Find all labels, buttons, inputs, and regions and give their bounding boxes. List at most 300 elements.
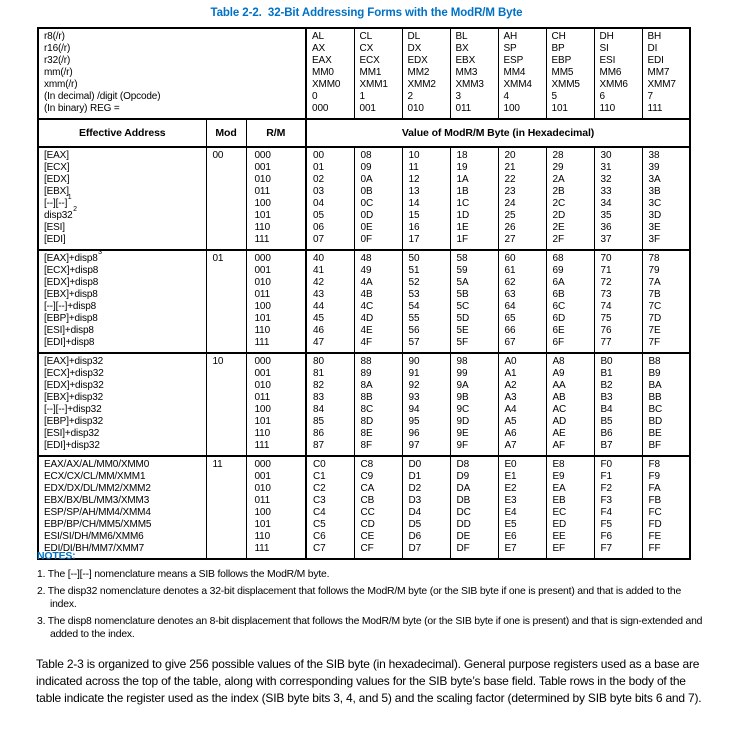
hex-value: AE <box>552 428 566 439</box>
hex-value: 50 <box>408 253 420 264</box>
hex-value: E1 <box>504 471 517 482</box>
register-line: XMM1 <box>359 79 388 90</box>
hex-value: 22 <box>504 174 516 185</box>
hex-value: CC <box>360 507 375 518</box>
register-header-left <box>38 28 306 119</box>
rm-value: 001 <box>254 265 271 276</box>
mod-block-row <box>38 147 690 250</box>
hex-value: 42 <box>313 277 324 288</box>
register-line: 001 <box>359 103 376 114</box>
register-line: CH <box>551 31 566 42</box>
hex-value: 80 <box>313 356 324 367</box>
hex-value: 0C <box>360 198 374 209</box>
register-line: CX <box>359 43 374 54</box>
register-line: ESP <box>503 55 524 66</box>
hex-value: BE <box>648 428 662 439</box>
hex-value: 5D <box>456 313 470 324</box>
hex-value: 2B <box>552 186 565 197</box>
register-line: XMM6 <box>599 79 628 90</box>
hex-value: 84 <box>313 404 324 415</box>
hex-value: 78 <box>648 253 660 264</box>
hex-value-column <box>546 353 594 456</box>
hex-value: A8 <box>552 356 565 367</box>
register-line: DH <box>599 31 614 42</box>
hex-value: 95 <box>408 416 420 427</box>
hex-value: CF <box>360 543 374 554</box>
hex-value: A2 <box>504 380 517 391</box>
hex-value-column <box>594 147 642 250</box>
hex-value: F4 <box>600 507 612 518</box>
register-column <box>546 28 594 119</box>
footnote-superscript: 2 <box>73 205 77 213</box>
register-line: AL <box>312 31 324 42</box>
hex-value: 02 <box>313 174 324 185</box>
hex-value: 76 <box>600 325 612 336</box>
hex-value: 30 <box>600 150 612 161</box>
hex-value: FC <box>648 507 662 518</box>
note-item: 2. The disp32 nomenclature denotes a 32-bit displacement that follows the ModR/M byte (or the SIB byte if one is present) and that is added to the index. <box>37 586 682 610</box>
hex-value: 28 <box>552 150 564 161</box>
hex-value: 97 <box>408 440 420 451</box>
register-line: CL <box>359 31 373 42</box>
hex-value: A0 <box>504 356 517 367</box>
hex-value: 7C <box>648 301 662 312</box>
hex-value: 23 <box>504 186 516 197</box>
hex-value: 5F <box>456 337 468 348</box>
register-line: 100 <box>503 103 520 114</box>
hex-value: C5 <box>313 519 326 530</box>
hex-value: 35 <box>600 210 612 221</box>
hex-value: 4F <box>360 337 372 348</box>
effective-address: [EBP]+disp8 <box>44 313 98 324</box>
hex-value: 67 <box>504 337 516 348</box>
register-line: 7 <box>647 91 653 102</box>
hex-value: 4A <box>360 277 373 288</box>
hex-value: BC <box>648 404 663 415</box>
effective-address: [EDX]+disp32 <box>44 380 104 391</box>
rm-value: 011 <box>254 392 270 403</box>
register-line: MM4 <box>503 67 526 78</box>
effective-address: EDI/DI/BH/MM7/XMM7 <box>44 543 145 554</box>
hex-value: 9B <box>456 392 469 403</box>
rm-value: 000 <box>254 356 271 367</box>
hex-value: 0A <box>360 174 373 185</box>
hex-value: 56 <box>408 325 420 336</box>
hex-value: 65 <box>504 313 516 324</box>
rm-value: 100 <box>254 301 271 312</box>
hex-value-column <box>642 353 690 456</box>
hex-value: 13 <box>408 186 420 197</box>
register-line: BH <box>647 31 662 42</box>
register-line: 101 <box>551 103 568 114</box>
rm-value: 100 <box>254 507 271 518</box>
rm-value: 100 <box>254 198 271 209</box>
hex-value: 06 <box>313 222 324 233</box>
hex-value: 3C <box>648 198 662 209</box>
hex-value: 40 <box>313 253 324 264</box>
hex-value: 11 <box>408 162 419 173</box>
hex-value-column <box>642 456 690 559</box>
hex-value: D3 <box>408 495 422 506</box>
notes-section <box>37 550 709 645</box>
hex-value: F5 <box>600 519 612 530</box>
register-line: DL <box>407 31 421 42</box>
effective-address: [EAX]+disp8$^3$ <box>44 248 102 264</box>
hex-value: 87 <box>313 440 324 451</box>
hex-value: EC <box>552 507 567 518</box>
rm-value: 001 <box>254 368 271 379</box>
effective-address-cell <box>38 456 206 559</box>
effective-address: [EBX]+disp8 <box>44 289 98 300</box>
rm-value: 101 <box>254 313 271 324</box>
effective-address: ECX/CX/CL/MM/XMM1 <box>44 471 146 482</box>
mod-value: 11 <box>212 459 223 470</box>
body-paragraph: Table 2-3 is organized to give 256 possible values of the SIB byte (in hexadecimal). General purpose registers used as a base are indicated across the top of the table, along with corresponding values for the SIB byte’s base field. Table rows in the body of the table indicate the register used as the index (SIB byte bits 3, 4, and 5) and the scaling factor (determined by SIB byte bits 6 and 7). <box>36 657 702 705</box>
footnote-superscript: 3 <box>98 248 102 256</box>
hex-value: 17 <box>408 234 420 245</box>
hex-value: 85 <box>313 416 324 427</box>
hex-value: F1 <box>600 471 612 482</box>
hex-value-column <box>402 147 450 250</box>
hex-value: 52 <box>408 277 420 288</box>
mod-block-row <box>38 353 690 456</box>
hex-value: 54 <box>408 301 420 312</box>
hex-value: BF <box>648 440 662 451</box>
hex-value: D5 <box>408 519 422 530</box>
register-line: XMM5 <box>551 79 580 90</box>
hex-value: 27 <box>504 234 516 245</box>
effective-address: [EDX]+disp8 <box>44 277 99 288</box>
register-column <box>354 28 402 119</box>
effective-address-cell <box>38 353 206 456</box>
hex-value: F3 <box>600 495 612 506</box>
hex-value-column <box>546 250 594 353</box>
hex-value: 77 <box>600 337 612 348</box>
hex-value: 3D <box>648 210 662 221</box>
hex-value: C9 <box>360 471 374 482</box>
hex-value: 90 <box>408 356 420 367</box>
effective-address: ESP/SP/AH/MM4/XMM4 <box>44 507 151 518</box>
hex-value: D2 <box>408 483 422 494</box>
hex-value: DA <box>456 483 471 494</box>
rm-value: 111 <box>254 543 270 554</box>
hex-value: A3 <box>504 392 517 403</box>
hex-value: D9 <box>456 471 470 482</box>
hex-value: 0E <box>360 222 373 233</box>
hex-value: D6 <box>408 531 422 542</box>
register-line: BL <box>455 31 468 42</box>
hex-value: 1D <box>456 210 470 221</box>
footnote-superscript: 1 <box>67 193 72 201</box>
effective-address-cell <box>38 147 206 250</box>
hex-value-column <box>642 147 690 250</box>
effective-address: [ECX]+disp8 <box>44 265 99 276</box>
hex-value: C8 <box>360 459 374 470</box>
register-line: 111 <box>647 103 663 114</box>
hex-value: 4D <box>360 313 374 324</box>
register-line: MM2 <box>407 67 430 78</box>
hex-value-column <box>306 147 354 250</box>
hex-value: D4 <box>408 507 422 518</box>
hex-value: E2 <box>504 483 517 494</box>
hex-value: 9A <box>456 380 469 391</box>
rm-value: 000 <box>254 253 271 264</box>
register-line: 3 <box>455 91 461 102</box>
effective-address: [--][--]$^1$ <box>44 193 72 209</box>
hex-value: EF <box>552 543 566 554</box>
rm-value: 001 <box>254 471 271 482</box>
register-line: BP <box>551 43 565 54</box>
hex-value: E3 <box>504 495 517 506</box>
hex-value: 92 <box>408 380 420 391</box>
effective-address: [EDI]+disp8 <box>44 337 95 348</box>
hex-value: 71 <box>600 265 612 276</box>
hex-value: E8 <box>552 459 565 470</box>
mod-cell <box>206 353 246 456</box>
hex-value: FA <box>648 483 661 494</box>
mod-value: 01 <box>212 253 224 264</box>
hex-value: 7E <box>648 325 661 336</box>
mod-cell <box>206 456 246 559</box>
table-title: Table 2-2. 32-Bit Addressing Forms with the ModR/M Byte <box>210 7 523 19</box>
register-line: 4 <box>503 91 509 102</box>
hex-value: 09 <box>360 162 372 173</box>
hex-value: E9 <box>552 471 565 482</box>
hex-value-column <box>594 250 642 353</box>
register-line: XMM7 <box>647 79 676 90</box>
hex-value: 6C <box>552 301 566 312</box>
hex-value-column <box>402 250 450 353</box>
notes-heading: NOTES: <box>37 550 76 562</box>
hex-value: 57 <box>408 337 420 348</box>
register-line: DI <box>647 43 658 54</box>
rm-cell <box>246 147 306 250</box>
hex-value-column <box>354 353 402 456</box>
hex-value: E4 <box>504 507 517 518</box>
hex-value: 4C <box>360 301 374 312</box>
hex-value: 5B <box>456 289 469 300</box>
effective-address: EDX/DX/DL/MM2/XMM2 <box>44 483 151 494</box>
rm-value: 101 <box>254 210 271 221</box>
hex-value-column <box>594 353 642 456</box>
register-column <box>402 28 450 119</box>
hex-value: 25 <box>504 210 516 221</box>
hex-value: DB <box>456 495 471 506</box>
hex-value: 73 <box>600 289 612 300</box>
register-line: DX <box>407 43 422 54</box>
hex-value: 86 <box>313 428 324 439</box>
hex-value: D0 <box>408 459 422 470</box>
hex-value: 10 <box>408 150 420 161</box>
hex-value: B4 <box>600 404 613 415</box>
register-column <box>594 28 642 119</box>
hex-value: 18 <box>456 150 468 161</box>
hex-value: 33 <box>600 186 612 197</box>
hex-value: EA <box>552 483 566 494</box>
hex-value: 3E <box>648 222 661 233</box>
note-item: 3. The disp8 nomenclature denotes an 8-bit displacement that follows the ModR/M byte (or the SIB byte if one is present) and that is sign-extended and added to the index. <box>37 616 703 640</box>
rm-value: 111 <box>254 234 270 245</box>
register-column <box>450 28 498 119</box>
note-item: 1. The [--][--] nomenclature means a SIB follows the ModR/M byte. <box>37 569 330 580</box>
hex-value: 3A <box>648 174 661 185</box>
register-line: 1 <box>359 91 365 102</box>
hex-value: 70 <box>600 253 612 264</box>
hex-value: C4 <box>313 507 326 518</box>
hex-value: FE <box>648 531 662 542</box>
hex-value: 66 <box>504 325 516 336</box>
hex-value: C1 <box>313 471 326 482</box>
hex-value: 48 <box>360 253 372 264</box>
hex-value: 7D <box>648 313 662 324</box>
hex-value: AB <box>552 392 566 403</box>
hex-value: 46 <box>313 325 324 336</box>
rm-value: 110 <box>254 428 270 439</box>
hex-value: 31 <box>600 162 612 173</box>
hex-value: 9D <box>456 416 470 427</box>
hex-value: B6 <box>600 428 613 439</box>
hex-value: 58 <box>456 253 468 264</box>
hex-value: 64 <box>504 301 516 312</box>
hex-value: 32 <box>600 174 612 185</box>
hex-value: B3 <box>600 392 613 403</box>
hex-value: 68 <box>552 253 564 264</box>
hex-value: 45 <box>313 313 324 324</box>
rm-value: 010 <box>254 277 271 288</box>
hex-value: 15 <box>408 210 420 221</box>
register-line: EBX <box>455 55 476 66</box>
hex-value: 82 <box>313 380 324 391</box>
hex-value: F8 <box>648 459 660 470</box>
hex-value: F0 <box>600 459 612 470</box>
hex-value-column <box>498 250 546 353</box>
effective-address: [--][--]+disp8 <box>44 301 97 312</box>
hex-value-column <box>594 456 642 559</box>
hex-value-column <box>546 456 594 559</box>
hex-value: 2E <box>552 222 565 233</box>
hex-value: B1 <box>600 368 613 379</box>
mod-block-row <box>38 250 690 353</box>
hex-value: 98 <box>456 356 468 367</box>
hex-value: 0F <box>360 234 372 245</box>
hex-value: B0 <box>600 356 613 367</box>
hex-value: 4B <box>360 289 373 300</box>
hex-value: 91 <box>408 368 420 379</box>
effective-address: EBP/BP/CH/MM5/XMM5 <box>44 519 152 530</box>
hex-value: 6D <box>552 313 566 324</box>
hex-value: 1A <box>456 174 469 185</box>
register-line: ESI <box>599 55 616 66</box>
rm-header: R/M <box>246 119 306 147</box>
hex-value: C3 <box>313 495 326 506</box>
effective-address: EAX/AX/AL/MM0/XMM0 <box>44 459 150 470</box>
rm-value: 011 <box>254 495 270 506</box>
rm-cell <box>246 250 306 353</box>
hex-value: B5 <box>600 416 613 427</box>
hex-value: CE <box>360 531 375 542</box>
effective-address: [ESI]+disp32 <box>44 428 100 439</box>
hex-value: 8E <box>360 428 373 439</box>
hex-value: 94 <box>408 404 420 415</box>
hex-value: B8 <box>648 356 661 367</box>
hex-value: 96 <box>408 428 420 439</box>
hex-value: C0 <box>313 459 326 470</box>
hex-value: 20 <box>504 150 516 161</box>
hex-value: 8D <box>360 416 374 427</box>
register-header-line: (In decimal) /digit (Opcode) <box>44 91 161 102</box>
register-line: XMM3 <box>455 79 484 90</box>
hex-value: A1 <box>504 368 517 379</box>
effective-address: [EBX]+disp32 <box>44 392 104 403</box>
mod-value: 10 <box>212 356 224 367</box>
effective-address: [EDI]+disp32 <box>44 440 100 451</box>
register-line: 2 <box>407 91 413 102</box>
register-header-line: mm(/r) <box>44 67 73 78</box>
hex-value: 88 <box>360 356 372 367</box>
hex-value: A4 <box>504 404 517 415</box>
register-column <box>642 28 690 119</box>
rm-value: 110 <box>254 222 270 233</box>
hex-value: 26 <box>504 222 516 233</box>
hex-value: 1E <box>456 222 469 233</box>
hex-value: A7 <box>504 440 517 451</box>
rm-value: 110 <box>254 531 270 542</box>
hex-value: 1C <box>456 198 470 209</box>
hex-value: E0 <box>504 459 517 470</box>
hex-value-column <box>306 456 354 559</box>
hex-value: C7 <box>313 543 326 554</box>
hex-value: BB <box>648 392 662 403</box>
rm-value: 001 <box>254 162 271 173</box>
effective-address: [EAX] <box>44 150 69 161</box>
hex-value: 04 <box>313 198 324 209</box>
hex-value: 34 <box>600 198 612 209</box>
effective-address: [ECX]+disp32 <box>44 368 104 379</box>
effective-address: [EDX] <box>44 174 70 185</box>
register-line: MM5 <box>551 67 574 78</box>
rm-value: 111 <box>254 337 270 348</box>
hex-value-column <box>354 456 402 559</box>
effective-address: [ESI]+disp8 <box>44 325 94 336</box>
register-header-line: r16(/r) <box>44 43 71 54</box>
hex-value: DD <box>456 519 471 530</box>
hex-value: D7 <box>408 543 422 554</box>
hex-value: 99 <box>456 368 468 379</box>
hex-value: 6A <box>552 277 565 288</box>
mod-value: 00 <box>212 150 224 161</box>
hex-value: 61 <box>504 265 516 276</box>
hex-value-column <box>546 147 594 250</box>
rm-value: 000 <box>254 150 271 161</box>
hex-value: 16 <box>408 222 420 233</box>
hex-value: 05 <box>313 210 324 221</box>
hex-value: FB <box>648 495 662 506</box>
mod-cell <box>206 147 246 250</box>
hex-value: AA <box>552 380 566 391</box>
effective-address: [EAX]+disp32 <box>44 356 104 367</box>
mod-header: Mod <box>206 119 246 147</box>
effective-address: [--][--]+disp32 <box>44 404 102 415</box>
hex-value-column <box>450 250 498 353</box>
hex-value: B2 <box>600 380 613 391</box>
hex-value-column <box>450 456 498 559</box>
rm-value: 010 <box>254 380 271 391</box>
mod-cell <box>206 250 246 353</box>
value-header: Value of ModR/M Byte (in Hexadecimal) <box>306 119 690 147</box>
register-line: EAX <box>312 55 332 66</box>
hex-value: 53 <box>408 289 420 300</box>
hex-value: 41 <box>313 265 324 276</box>
